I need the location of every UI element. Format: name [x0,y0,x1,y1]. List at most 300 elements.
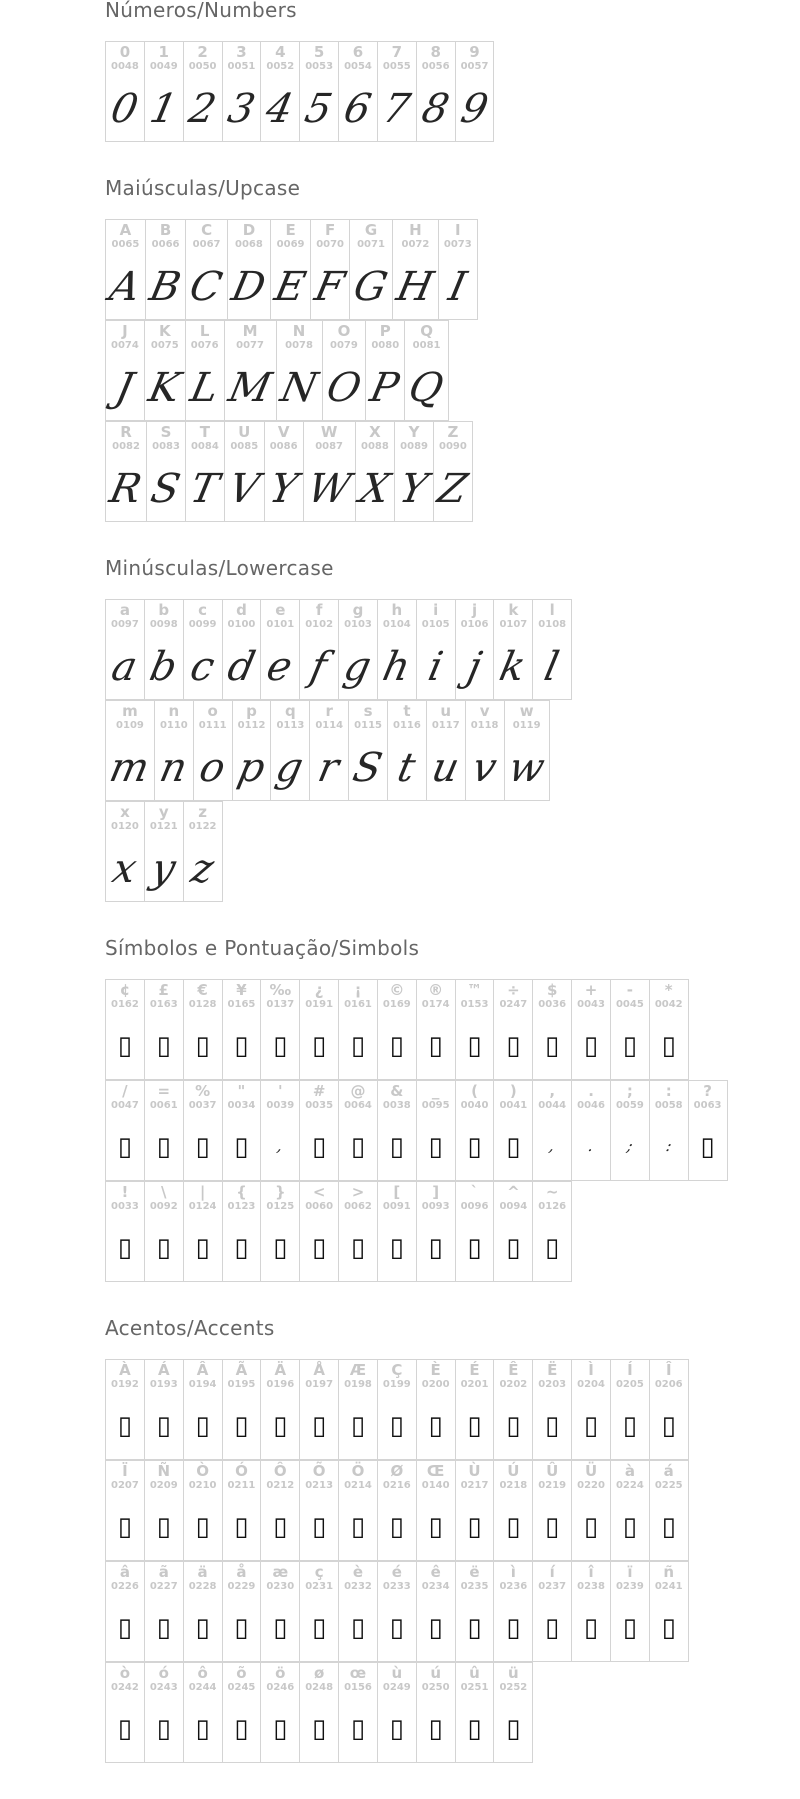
glyph-code-label: 0169 [382,999,411,1010]
glyph-code-label: 0120 [111,821,139,832]
glyph-preview: g [339,644,376,690]
glyph-cell-content [145,982,183,1079]
glyph-preview: B [145,264,185,310]
glyph-preview: T [186,466,223,512]
glyph-preview: Y [265,466,302,512]
glyph-character-label: m [122,702,138,720]
section-title: Acentos/Accents [105,1316,275,1340]
glyph-cell-content [184,982,222,1079]
glyph-code-label: 0121 [149,821,178,832]
glyph-character-label: © [389,981,405,999]
glyph-cell-content [456,44,494,141]
glyph-code-label: 0194 [188,1379,217,1390]
glyph-character-label: t [403,702,411,720]
glyph-code-label: 0062 [344,1201,372,1212]
glyph-preview: G [349,264,392,310]
glyph-cell [300,42,339,142]
glyph-character-label: £ [158,981,169,999]
glyph-cell [455,1360,494,1460]
glyph-cell [610,980,649,1080]
missing-glyph-box: ▯ [661,1411,676,1441]
glyph-cell-content [494,1665,532,1762]
glyph-character-label: k [508,601,519,619]
glyph-cell-content [271,222,310,319]
glyph-cell-content [223,1184,261,1281]
glyph-character-label: 1 [158,43,169,61]
glyph-code-label: 0068 [235,239,263,250]
missing-glyph-box: ▯ [311,1411,327,1441]
glyph-cell [261,42,300,142]
glyph-cell-content [146,222,185,319]
glyph-cell [261,1081,300,1181]
glyph-preview: j [462,644,486,690]
glyph-character-label: ) [509,1082,517,1100]
glyph-code-label: 0093 [421,1201,450,1212]
glyph-code-label: 0064 [344,1100,372,1111]
glyph-character-label: E [285,221,296,239]
glyph-cell-content [145,44,183,141]
glyph-cell-content [145,1564,183,1661]
glyph-cell-content [494,1362,532,1459]
glyph-preview: t [393,745,420,791]
missing-glyph-box: ▯ [156,1613,171,1643]
glyph-code-label: 0234 [421,1581,450,1592]
glyph-character-label: ù [391,1664,403,1682]
glyph-cell-content [456,1665,494,1762]
glyph-cell [106,42,145,142]
glyph-cell-content [184,1665,222,1762]
missing-glyph-box: ▯ [428,1233,443,1263]
glyph-code-label: 0063 [693,1100,722,1111]
glyph-preview: W [303,466,355,512]
glyph-code-label: 0103 [344,619,372,630]
glyph-character-label: } [274,1183,286,1201]
missing-glyph-box: ▯ [273,1714,288,1744]
glyph-cell-content [339,44,377,141]
missing-glyph-box: ▯ [661,1613,676,1643]
glyph-section [105,938,795,1282]
missing-glyph-box: ▯ [545,1512,560,1542]
glyph-code-label: 0086 [269,441,298,452]
section-title: Maiúsculas/Upcase [105,176,301,200]
glyph-cell [572,1360,611,1460]
missing-glyph-box: ▯ [428,1132,443,1162]
glyph-cell-content [261,44,299,141]
glyph-character-label: ? [703,1082,712,1100]
glyph-code-label: 0126 [538,1201,567,1212]
missing-glyph-box: ▯ [389,1031,404,1061]
glyph-code-label: 0225 [654,1480,683,1491]
missing-glyph-box: ▯ [428,1411,443,1441]
glyph-code-label: 0096 [460,1201,489,1212]
glyph-cell [106,802,145,902]
glyph-character-label: Ì [588,1361,594,1379]
glyph-code-label: 0079 [330,340,358,351]
glyph-code-label: 0238 [577,1581,605,1592]
glyph-cell-content [572,1083,610,1180]
glyph-cell [144,1562,183,1662]
glyph-cell-content [417,602,455,699]
glyph-cell-content [184,1083,222,1180]
section-title: Símbolos e Pontuação/Simbols [105,936,420,960]
glyph-cell-content [184,602,222,699]
glyph-character-label: c [198,601,208,619]
glyph-character-label: Å [313,1361,325,1379]
glyph-character-label: Ê [508,1361,519,1379]
glyph-character-label: ! [121,1183,129,1201]
glyph-cell-content [300,1564,338,1661]
glyph-cell [455,1182,494,1282]
glyph-cell-content [533,1083,571,1180]
missing-glyph-box: ▯ [506,1132,521,1162]
glyph-cell [649,1360,688,1460]
glyph-grid-row [105,979,689,1080]
glyph-character-label: ^ [507,1183,520,1201]
glyph-cell-content [339,1362,377,1459]
glyph-cell [455,1663,494,1763]
glyph-cell-content [106,703,154,800]
glyph-code-label: 0124 [188,1201,217,1212]
glyph-cell [300,1081,339,1181]
glyph-code-label: 0035 [305,1100,334,1111]
glyph-preview: z [186,846,218,892]
glyph-cell [455,1461,494,1561]
glyph-character-label: j [471,601,478,619]
glyph-cell [300,1360,339,1460]
glyph-character-label: = [157,1082,171,1100]
glyph-code-label: 0067 [192,239,221,250]
glyph-code-label: 0048 [111,61,139,72]
glyph-cell-content [611,982,649,1079]
glyph-cell [300,600,339,700]
glyph-cell [504,701,549,801]
glyph-cell-content [339,1083,377,1180]
missing-glyph-box: ▯ [545,1613,560,1643]
glyph-cell [377,1562,416,1662]
glyph-cell [261,600,300,700]
glyph-code-label: 0212 [266,1480,295,1491]
glyph-code-label: 0203 [538,1379,567,1390]
glyph-cell-content [261,1463,299,1560]
missing-glyph-box: ▯ [117,1233,133,1263]
glyph-code-label: 0057 [460,61,489,72]
glyph-preview: y [147,846,180,892]
glyph-code-label: 0069 [276,239,305,250]
glyph-cell [185,321,224,421]
glyph-code-label: 0112 [237,720,266,731]
glyph-grid-row [105,1359,689,1460]
glyph-code-label: 0213 [305,1480,334,1491]
glyph-cell-content [300,1362,338,1459]
glyph-cell-content [228,222,270,319]
glyph-code-label: 0195 [227,1379,256,1390]
glyph-code-label: 0249 [382,1682,411,1693]
glyph-grid-row [105,1662,533,1763]
glyph-code-label: 0087 [315,441,344,452]
glyph-code-label: 0244 [188,1682,217,1693]
glyph-character-label: € [197,981,208,999]
glyph-code-label: 0237 [538,1581,567,1592]
glyph-code-label: 0210 [188,1480,217,1491]
glyph-cell-content [378,1083,416,1180]
glyph-cell-content [223,1463,261,1560]
glyph-character-label: O [337,322,351,340]
glyph-character-label: % [195,1082,211,1100]
glyph-preview: c [186,644,219,690]
missing-glyph-box: ▯ [195,1031,210,1061]
glyph-code-label: 0239 [615,1581,644,1592]
glyph-cell-content [611,1564,649,1661]
glyph-code-label: 0165 [227,999,256,1010]
glyph-cell [264,422,303,522]
glyph-code-label: 0054 [344,61,372,72]
glyph-cell [232,701,271,801]
glyph-cell [310,701,349,801]
missing-glyph-box: ▯ [156,1512,171,1542]
glyph-code-label: 0251 [460,1682,489,1693]
missing-glyph-box: ▯ [156,1714,171,1744]
glyph-cell [183,1182,222,1282]
glyph-cell-content [417,982,455,1079]
glyph-character-label: n [168,702,180,720]
glyph-cell [610,1081,649,1181]
glyph-cell [183,1663,222,1763]
glyph-cell-content [505,703,549,800]
glyph-character-label: ¿ [314,981,324,999]
glyph-code-label: 0122 [188,821,217,832]
glyph-cell [183,980,222,1080]
glyph-cell-content [106,1665,144,1762]
glyph-cell [106,1461,145,1561]
glyph-code-label: 0074 [111,340,139,351]
glyph-code-label: 0174 [421,999,450,1010]
glyph-character-label: ® [428,981,444,999]
missing-glyph-box: ▯ [506,1714,521,1744]
glyph-cell [339,1081,378,1181]
glyph-code-label: 0060 [305,1201,334,1212]
missing-glyph-box: ▯ [545,1031,560,1061]
glyph-cell [186,220,228,320]
glyph-character-label: ê [430,1563,441,1581]
missing-glyph-box: ▯ [545,1233,560,1263]
glyph-cell-content [223,1665,261,1762]
glyph-code-label: 0100 [227,619,256,630]
glyph-grid-row [105,1561,689,1662]
glyph-character-label: f [315,601,323,619]
glyph-character-label: Ó [235,1462,248,1480]
glyph-cell-content [233,703,271,800]
glyph-code-label: 0231 [305,1581,334,1592]
glyph-cell-content [456,982,494,1079]
glyph-code-label: 0059 [615,1100,644,1111]
glyph-cell [106,220,146,320]
glyph-character-label: ¥ [236,981,247,999]
glyph-cell-content [456,1564,494,1661]
glyph-cell [377,1461,416,1561]
glyph-cell-content [223,1362,261,1459]
glyph-character-label: À [119,1361,131,1379]
glyph-cell-content [194,703,232,800]
glyph-cell [106,600,145,700]
missing-glyph-box: ▯ [389,1233,404,1263]
glyph-cell-content [145,1083,183,1180]
glyph-character-label: A [119,221,132,239]
glyph-cell [300,1182,339,1282]
glyph-character-label: õ [236,1664,247,1682]
glyph-cell [144,1182,183,1282]
glyph-preview: L [186,365,223,411]
glyph-code-label: 0248 [305,1682,334,1693]
glyph-cell [222,980,261,1080]
glyph-preview: 4 [262,86,298,132]
glyph-character-label: ì [510,1563,516,1581]
glyph-cell-content [572,1362,610,1459]
glyph-preview: d [223,644,259,690]
glyph-cell-content [417,1564,455,1661]
glyph-character-label: & [390,1082,404,1100]
glyph-cell-content [378,1184,416,1281]
glyph-cell [533,980,572,1080]
glyph-cell [533,1182,572,1282]
glyph-cell-content [378,1665,416,1762]
glyph-preview: b [145,644,182,690]
glyph-code-label: 0065 [111,239,140,250]
glyph-code-label: 0235 [460,1581,489,1592]
glyph-character-label: Q [420,322,433,340]
missing-glyph-box: ▯ [311,1132,327,1162]
glyph-grid-row [105,801,223,902]
glyph-cell [144,321,185,421]
glyph-section [105,558,795,902]
glyph-character-label: é [391,1563,402,1581]
glyph-character-label: û [469,1664,480,1682]
glyph-code-label: 0039 [266,1100,295,1111]
glyph-code-label: 0050 [188,61,217,72]
glyph-cell [455,600,494,700]
glyph-code-label: 0207 [111,1480,139,1491]
glyph-cell [106,1663,145,1763]
glyph-cell-content [225,424,264,521]
glyph-code-label: 0220 [577,1480,605,1491]
glyph-character-label: H [409,221,422,239]
glyph-code-label: 0250 [421,1682,450,1693]
missing-glyph-box: ▯ [350,1613,366,1643]
glyph-code-label: 0118 [470,720,499,731]
glyph-code-label: 0042 [654,999,683,1010]
glyph-code-label: 0051 [227,61,256,72]
glyph-cell [261,1663,300,1763]
missing-glyph-box: ▯ [234,1512,249,1542]
glyph-character-label: B [159,221,172,239]
glyph-character-label: ç [314,1563,324,1581]
glyph-character-label: L [199,322,210,340]
glyph-cell-content [339,1665,377,1762]
glyph-cell-content [339,1564,377,1661]
glyph-character-label: 8 [430,43,441,61]
glyph-character-label: ø [313,1664,325,1682]
glyph-code-label: 0049 [149,61,178,72]
glyph-preview: v [467,745,501,791]
glyph-character-label: Ö [351,1462,365,1480]
glyph-character-label: Œ [426,1462,445,1480]
glyph-character-label: d [236,601,247,619]
glyph-preview: F [310,264,349,310]
glyph-code-label: 0099 [188,619,217,630]
glyph-cell [416,600,455,700]
glyph-character-label: w [519,702,534,720]
glyph-cell-content [533,982,571,1079]
glyph-code-label: 0073 [443,239,472,250]
glyph-cell-content [106,1083,144,1180]
glyph-cell-content [106,1564,144,1661]
glyph-code-label: 0047 [111,1100,139,1111]
glyph-code-label: 0041 [499,1100,528,1111]
glyph-cell [322,321,366,421]
glyph-code-label: 0070 [316,239,345,250]
glyph-code-label: 0140 [421,1480,450,1491]
glyph-preview: r [314,745,344,791]
glyph-code-label: 0058 [654,1100,683,1111]
glyph-cell [455,980,494,1080]
missing-glyph-box: ▯ [273,1233,288,1263]
missing-glyph-box: ▯ [428,1714,443,1744]
glyph-code-label: 0061 [149,1100,178,1111]
glyph-character-label: ë [469,1563,480,1581]
glyph-code-label: 0205 [615,1379,644,1390]
glyph-code-label: 0196 [266,1379,295,1390]
missing-glyph-box: ▯ [428,1613,443,1643]
glyph-cell [106,1360,145,1460]
glyph-cell-content [650,982,688,1079]
glyph-code-label: 0214 [344,1480,372,1491]
glyph-preview: Q [404,365,448,411]
glyph-cell-content [339,1184,377,1281]
glyph-character-label: S [160,423,172,441]
glyph-cell-content [300,1083,338,1180]
glyph-preview: m [105,745,154,791]
glyph-preview: , [547,1136,557,1155]
missing-glyph-box: ▯ [506,1613,521,1643]
glyph-cell [494,1663,533,1763]
glyph-code-label: 0227 [149,1581,178,1592]
glyph-code-label: 0105 [421,619,450,630]
glyph-cell [339,1461,378,1561]
glyph-character-label: ö [275,1664,286,1682]
missing-glyph-box: ▯ [350,1132,366,1162]
glyph-cell-content [405,323,448,420]
glyph-cell-content [417,1362,455,1459]
glyph-code-label: 0033 [111,1201,139,1212]
missing-glyph-box: ▯ [350,1512,366,1542]
glyph-character-label: # [312,1082,326,1100]
glyph-cell [144,1663,183,1763]
missing-glyph-box: ▯ [117,1031,133,1061]
missing-glyph-box: ▯ [234,1411,249,1441]
glyph-code-label: 0108 [538,619,567,630]
glyph-code-label: 0107 [499,619,528,630]
glyph-cell-content [261,982,299,1079]
glyph-cell-content [417,1083,455,1180]
glyph-section [105,1318,795,1763]
glyph-code-label: 0094 [499,1201,528,1212]
glyph-cell [649,980,688,1080]
glyph-preview: o [195,745,230,791]
glyph-code-label: 0110 [159,720,188,731]
glyph-character-label: $ [546,981,558,999]
missing-glyph-box: ▯ [583,1031,599,1061]
glyph-character-label: å [236,1563,247,1581]
glyph-character-label: : [665,1082,672,1100]
